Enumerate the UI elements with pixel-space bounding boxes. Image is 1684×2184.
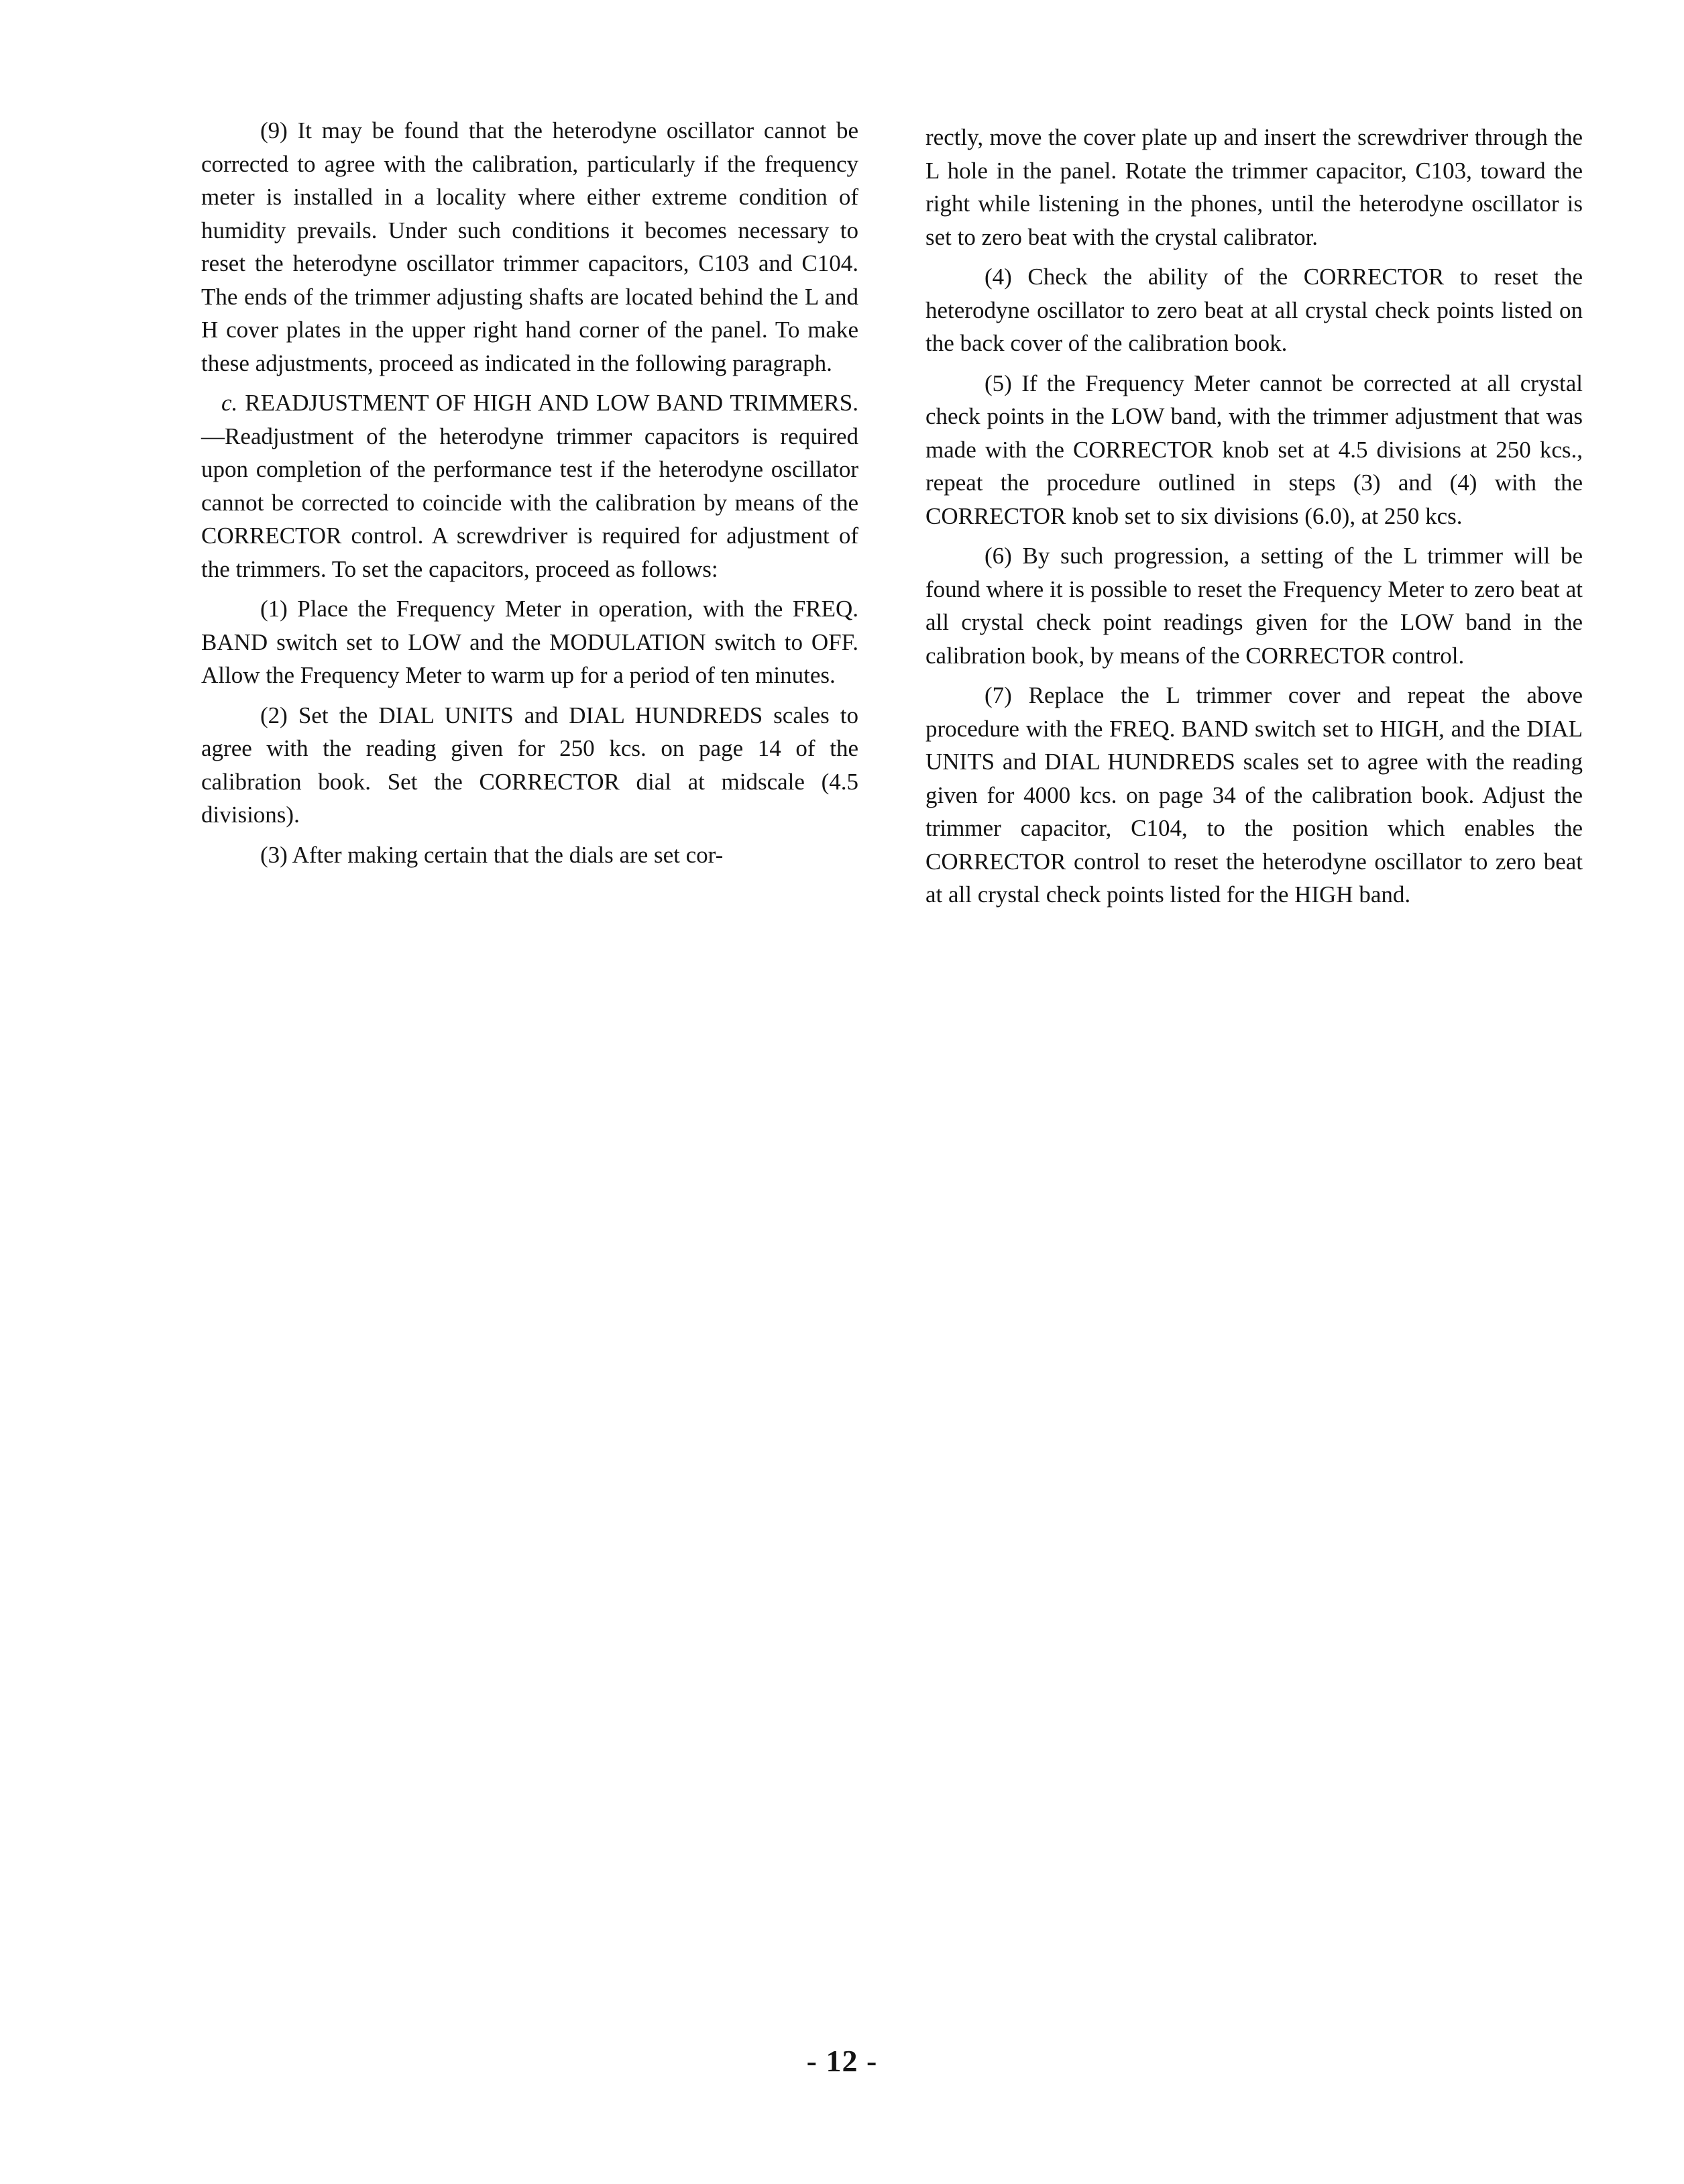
step-3-start: (3) After making certain that the dials are set cor- [260, 841, 724, 868]
step-6: (6) By such progression, a setting of the L trimmer will be found where it is possible to reset the Frequency Meter to zero beat at all crystal check point readings given for the LOW band in the calibration book, by means of the CORRECTOR control. [925, 543, 1583, 669]
left-column [201, 114, 858, 878]
step-4: (4) Check the ability of the CORRECTOR to reset the heterodyne oscillator to zero beat at all crystal check points listed on the back cover of the calibration book. [925, 264, 1583, 356]
step-7: (7) Replace the L trimmer cover and repeat the above procedure with the FREQ. BAND switch set to HIGH, and the DIAL UNITS and DIAL HUNDREDS scales set to agree with the reading given for 4000 kcs. on page 34 of the calibration book. Adjust the trimmer capacitor, C104, to the position which enables the CORRECTOR control to reset the heterodyne oscillator to zero beat at all crystal check points listed for the HIGH band. [925, 682, 1583, 908]
page-number: - 12 - [806, 2044, 878, 2078]
step-5: (5) If the Frequency Meter cannot be corrected at all crystal check points in the LOW band, with the trimmer adjustment that was made with the CORRECTOR knob set at 4.5 divisions at 250 kcs., repeat the procedure outlined in steps (3) and (4) with the CORRECTOR knob set to six divisions (6.0), at 250 kcs. [925, 370, 1583, 529]
section-letter: c. [221, 390, 238, 416]
section-heading: READJUSTMENT OF HIGH AND LOW BAND TRIMMERS. [245, 390, 858, 416]
section-c [201, 386, 858, 586]
paragraph-9: (9) It may be found that the heterodyne oscillator cannot be corrected to agree with the calibration, particularly if the frequency meter is installed in a locality where either extreme condition of humidity prevails. Under such conditions it becomes necessary to reset the heterodyne oscillator trimmer capacitors, C103 and C104. The ends of the trimmer adjusting shafts are located behind the L and H cover plates in the upper right hand corner of the panel. To make these adjustments, proceed as indicated in the following paragraph. [201, 117, 858, 376]
section-body: —Readjustment of the heterodyne trimmer capacitors is required upon completion of the performance test if the heterodyne oscillator cannot be corrected to coincide with the calibration by means of the CORRECTOR control. A screwdriver is required for adjustment of the trimmers. To set the capacitors, proceed as follows: [201, 423, 858, 582]
step-1: (1) Place the Frequency Meter in operation, with the FREQ. BAND switch set to LOW and the MODULATION switch to OFF. Allow the Frequency Meter to warm up for a period of ten minutes. [201, 596, 858, 688]
step-2: (2) Set the DIAL UNITS and DIAL HUNDREDS scales to agree with the reading given for 250 kcs. on page 14 of the calibration book. Set the CORRECTOR dial at midscale (4.5 divisions). [201, 702, 858, 828]
step-3-continued: rectly, move the cover plate up and insert the screwdriver through the L hole in the panel. Rotate the trimmer capacitor, C103, toward the right while listening in the phones, until the heterodyne oscillator is set to zero beat with the crystal calibrator. [925, 124, 1583, 250]
right-column [925, 121, 1583, 918]
